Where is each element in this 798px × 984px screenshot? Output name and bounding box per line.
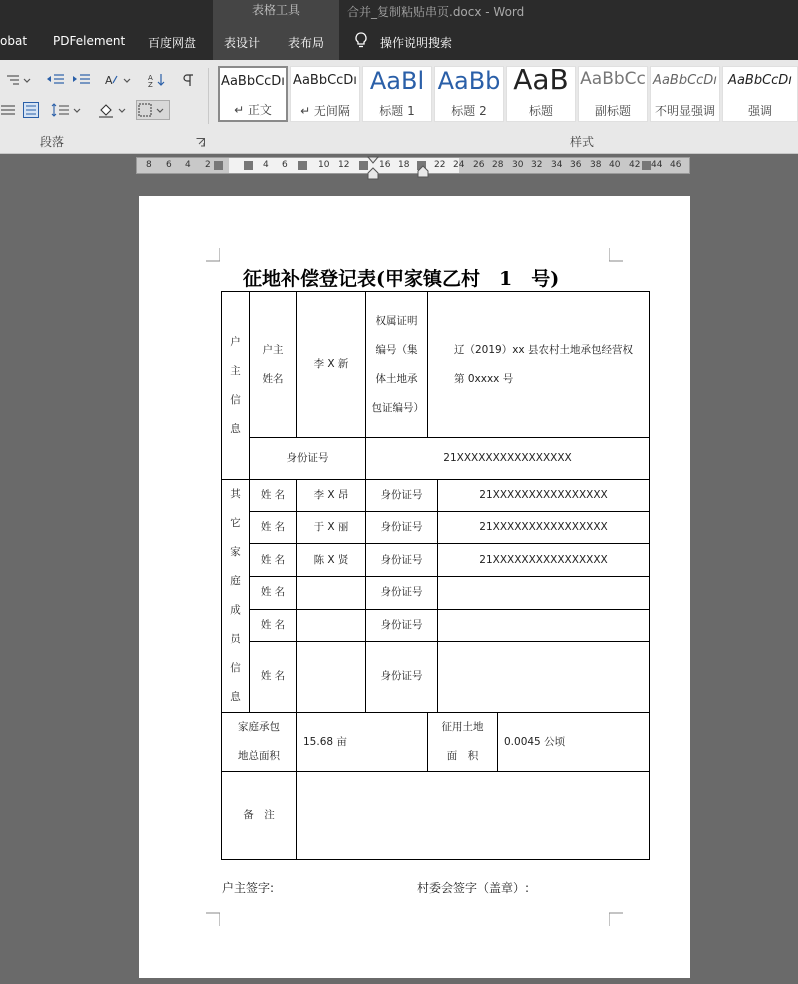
- committee-signature-label[interactable]: 村委会签字（盖章）:: [417, 881, 530, 895]
- ruler-number: 42: [629, 160, 641, 170]
- style-normal[interactable]: AaBbCcDı ↵ 正文: [218, 66, 288, 122]
- member-id-cell[interactable]: 21XXXXXXXXXXXXXXXX: [438, 544, 650, 577]
- head-signature-label[interactable]: 户主签字:: [222, 881, 275, 895]
- tab-table-design[interactable]: 表设计: [224, 36, 261, 50]
- cert-label-cell[interactable]: 权属证明编号（集体土地承包证编号）: [366, 292, 428, 438]
- member-id-label-cell[interactable]: 身份证号: [366, 641, 438, 712]
- ruler-number: 10: [318, 160, 330, 170]
- ruler-number: 34: [551, 160, 563, 170]
- tab-table-layout[interactable]: 表布局: [288, 36, 325, 50]
- table-column-marker[interactable]: [642, 161, 651, 170]
- head-name-label-cell[interactable]: 户主姓名: [250, 292, 297, 438]
- ribbon-tabs: [0, 24, 798, 60]
- line-spacing-icon[interactable]: [50, 100, 84, 120]
- shading-icon[interactable]: [96, 100, 130, 120]
- multilevel-list-icon[interactable]: [2, 70, 34, 90]
- justify-icon[interactable]: [0, 100, 16, 120]
- sort-icon[interactable]: [146, 70, 168, 90]
- member-name-cell[interactable]: [297, 609, 366, 641]
- decrease-indent-icon[interactable]: [44, 70, 68, 90]
- style-heading-1[interactable]: AaBl 标题 1: [362, 66, 432, 122]
- compensation-form-table[interactable]: [221, 291, 650, 860]
- style-emphasis[interactable]: AaBbCcDı 强调: [722, 66, 798, 122]
- member-name-cell[interactable]: 李 X 昂: [297, 480, 366, 512]
- table-column-marker[interactable]: [298, 161, 307, 170]
- ruler-number: 30: [512, 160, 524, 170]
- lightbulb-icon[interactable]: [354, 32, 368, 51]
- horizontal-ruler[interactable]: [136, 157, 690, 174]
- member-id-label-cell[interactable]: 身份证号: [366, 512, 438, 544]
- requisition-value-cell[interactable]: 0.0045 公顷: [498, 713, 650, 772]
- member-id-label-cell[interactable]: 身份证号: [366, 480, 438, 512]
- form-title[interactable]: 征地补偿登记表(甲家镇乙村 1 号): [243, 268, 560, 290]
- style-subtitle[interactable]: AaBbCс 副标题: [578, 66, 648, 122]
- ruler-number: 2: [205, 160, 211, 170]
- head-id-label-cell[interactable]: 身份证号: [250, 438, 366, 480]
- document-title: 合并_复制粘贴串页.docx - Word: [347, 5, 525, 19]
- ruler-number: 26: [473, 160, 485, 170]
- member-id-cell[interactable]: [438, 577, 650, 609]
- crop-mark-icon: [609, 912, 623, 926]
- crop-mark-icon: [206, 912, 220, 926]
- member-name-label-cell[interactable]: 姓 名: [250, 512, 297, 544]
- borders-icon[interactable]: [136, 100, 170, 120]
- crop-mark-icon: [206, 248, 220, 262]
- ruler-number: 6: [282, 160, 288, 170]
- show-formatting-marks-icon[interactable]: [178, 70, 198, 90]
- ruler-number: 38: [590, 160, 602, 170]
- member-name-label-cell[interactable]: 姓 名: [250, 577, 297, 609]
- document-page[interactable]: [139, 196, 690, 978]
- cert-value-cell[interactable]: 辽（2019）xx 县农村土地承包经营权第 0xxxx 号: [428, 292, 650, 438]
- household-section-label[interactable]: 户主信息: [222, 292, 250, 480]
- member-id-label-cell[interactable]: 身份证号: [366, 577, 438, 609]
- table-tools-context-label: 表格工具: [213, 0, 339, 24]
- ruler-number: 24: [453, 160, 465, 170]
- remarks-label-cell[interactable]: 备 注: [222, 772, 297, 860]
- paragraph-group-label: 段落: [40, 135, 65, 149]
- land-total-label-cell[interactable]: 家庭承包地总面积: [222, 713, 297, 772]
- title-bar: [0, 0, 798, 24]
- member-id-cell[interactable]: 21XXXXXXXXXXXXXXXX: [438, 512, 650, 544]
- member-name-cell[interactable]: 于 X 丽: [297, 512, 366, 544]
- chinese-layout-icon[interactable]: [102, 70, 134, 90]
- ruler-number: 4: [185, 160, 191, 170]
- style-subtle-emphasis[interactable]: AaBbCcDı 不明显强调: [650, 66, 720, 122]
- style-title[interactable]: AaB 标题: [506, 66, 576, 122]
- member-id-label-cell[interactable]: 身份证号: [366, 544, 438, 577]
- ruler-number: 16: [379, 160, 391, 170]
- ruler-number: 8: [146, 160, 152, 170]
- right-indent-marker[interactable]: [417, 162, 429, 182]
- member-id-cell[interactable]: 21XXXXXXXXXXXXXXXX: [438, 480, 650, 512]
- tab-baidu-netdisk[interactable]: 百度网盘: [148, 36, 197, 50]
- ruler-number: 4: [263, 160, 269, 170]
- increase-indent-icon[interactable]: [70, 70, 94, 90]
- ruler-number: 22: [434, 160, 446, 170]
- head-name-cell[interactable]: 李 X 新: [297, 292, 366, 438]
- style-heading-2[interactable]: AaBb 标题 2: [434, 66, 504, 122]
- ruler-number: 36: [570, 160, 582, 170]
- style-no-spacing[interactable]: AaBbCcDı ↵ 无间隔: [290, 66, 360, 122]
- ruler-number: 46: [670, 160, 682, 170]
- member-id-cell[interactable]: [438, 609, 650, 641]
- table-column-marker[interactable]: [244, 161, 253, 170]
- member-name-cell[interactable]: 陈 X 贤: [297, 544, 366, 577]
- tab-pdfelement[interactable]: PDFelement: [53, 34, 126, 48]
- ruler-number: 6: [166, 160, 172, 170]
- styles-gallery: [218, 63, 798, 122]
- tab-acrobat[interactable]: obat: [0, 34, 28, 48]
- ruler-number: 32: [531, 160, 543, 170]
- ribbon: [0, 60, 798, 154]
- first-line-indent-marker[interactable]: [367, 156, 379, 184]
- requisition-label-cell[interactable]: 征用土地面 积: [428, 713, 498, 772]
- crop-mark-icon: [609, 248, 623, 262]
- ruler-number: 28: [492, 160, 504, 170]
- remarks-value-cell[interactable]: [297, 772, 650, 860]
- ruler-number: 44: [651, 160, 663, 170]
- svg-text:A: A: [148, 74, 153, 82]
- land-total-value-cell[interactable]: 15.68 亩: [297, 713, 428, 772]
- ruler-number: 40: [609, 160, 621, 170]
- paragraph-dialog-launcher-icon[interactable]: [194, 136, 206, 148]
- member-name-cell[interactable]: [297, 577, 366, 609]
- styles-group-label: 样式: [570, 135, 595, 149]
- distributed-align-icon[interactable]: [20, 100, 42, 120]
- member-name-label-cell[interactable]: 姓 名: [250, 480, 297, 512]
- tell-me-search[interactable]: 操作说明搜索: [380, 36, 453, 50]
- table-column-marker[interactable]: [214, 161, 223, 170]
- ruler-number: 12: [338, 160, 350, 170]
- member-id-label-cell[interactable]: 身份证号: [366, 609, 438, 641]
- svg-text:A: A: [105, 74, 113, 87]
- member-name-label-cell[interactable]: 姓 名: [250, 641, 297, 712]
- members-section-label[interactable]: 其它家庭成员信息: [222, 480, 250, 713]
- member-name-cell[interactable]: [297, 641, 366, 712]
- svg-text:Z: Z: [148, 81, 153, 88]
- member-id-cell[interactable]: [438, 641, 650, 712]
- member-name-label-cell[interactable]: 姓 名: [250, 544, 297, 577]
- ruler-number: 18: [398, 160, 410, 170]
- head-id-cell[interactable]: 21XXXXXXXXXXXXXXXX: [366, 438, 650, 480]
- member-name-label-cell[interactable]: 姓 名: [250, 609, 297, 641]
